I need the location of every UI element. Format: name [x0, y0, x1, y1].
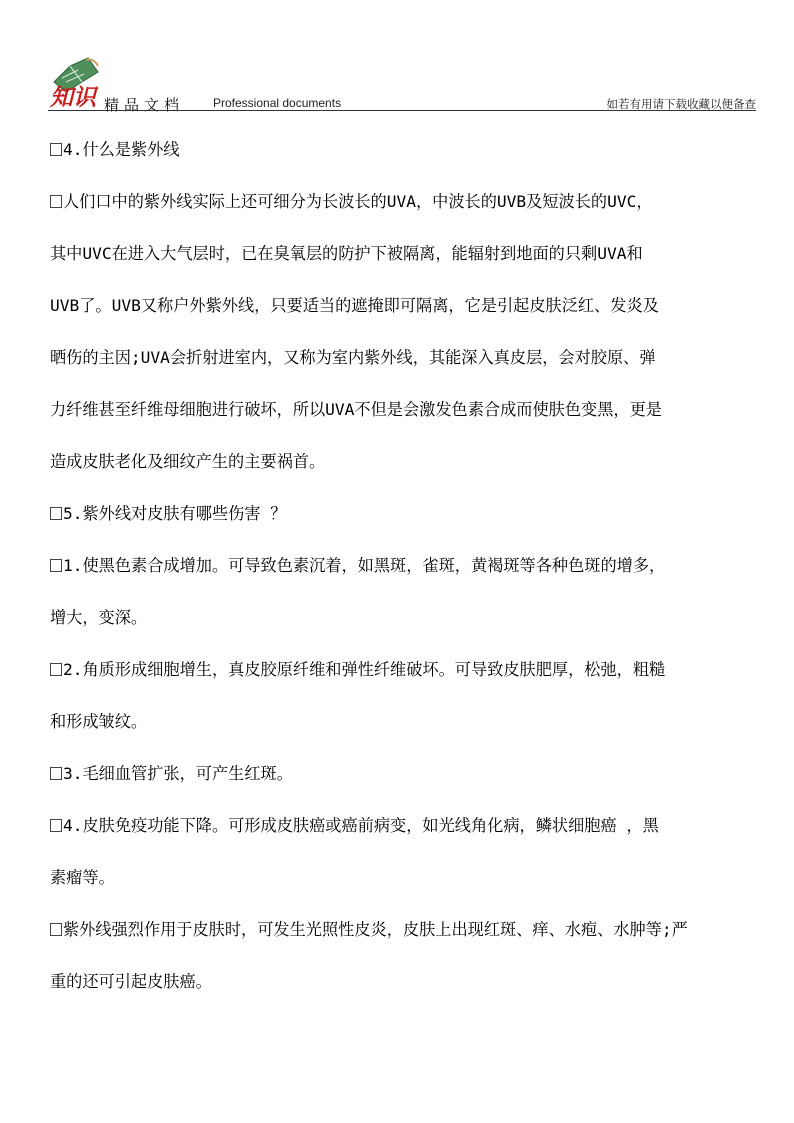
section-heading	[50, 124, 790, 176]
text-line: 紫外线强烈作用于皮肤时，可发生光照性皮炎，皮肤上出现红斑、痒、水疱、水肿等;严	[63, 920, 688, 939]
list-item	[50, 748, 790, 800]
brand-subtitle: Professional documents	[213, 96, 342, 110]
paragraph-line	[50, 332, 790, 384]
text-line: 力纤维甚至纤维母细胞进行破坏，所以UVA不但是会激发色素合成而使肤色变黑，更是	[50, 400, 662, 419]
checkbox-placeholder-icon	[50, 819, 62, 832]
list-item-continuation	[50, 852, 790, 904]
text-line: 1.使黑色素合成增加。可导致色素沉着，如黑斑，雀斑，黄褐斑等各种色斑的增多，	[63, 556, 666, 575]
list-item-continuation	[50, 696, 790, 748]
checkbox-placeholder-icon	[50, 559, 62, 572]
header-divider	[48, 110, 756, 111]
paragraph-line	[50, 384, 790, 436]
checkbox-placeholder-icon	[50, 663, 62, 676]
book-logo-icon	[48, 52, 104, 108]
text-line: 素瘤等。	[50, 868, 115, 887]
checkbox-placeholder-icon	[50, 143, 62, 156]
brand-title: 精品文档	[104, 96, 185, 114]
text-line: UVB了。UVB又称户外紫外线，只要适当的遮掩即可隔离，它是引起皮肤泛红、发炎及	[50, 296, 659, 315]
text-line: 其中UVC在进入大气层时，已在臭氧层的防护下被隔离，能辐射到地面的只剩UVA和	[50, 244, 643, 263]
paragraph-line	[50, 436, 790, 488]
paragraph-line	[50, 228, 790, 280]
paragraph	[50, 176, 790, 228]
list-item	[50, 644, 790, 696]
text-line: 造成皮肤老化及细纹产生的主要祸首。	[50, 452, 326, 471]
text-line: 4.什么是紫外线	[63, 140, 180, 159]
text-line: 和形成皱纹。	[50, 712, 148, 731]
list-item-continuation	[50, 592, 790, 644]
text-line: 重的还可引起皮肤癌。	[50, 972, 212, 991]
list-item	[50, 800, 790, 852]
document-body	[50, 124, 790, 1008]
paragraph	[50, 904, 790, 956]
checkbox-placeholder-icon	[50, 767, 62, 780]
page-header	[0, 0, 794, 112]
checkbox-placeholder-icon	[50, 507, 62, 520]
text-line: 增大，变深。	[50, 608, 148, 627]
text-line: 4.皮肤免疫功能下降。可形成皮肤癌或癌前病变，如光线角化病，鳞状细胞癌 ，黑	[63, 816, 659, 835]
svg-text:知识: 知识	[50, 84, 96, 108]
paragraph-line	[50, 280, 790, 332]
text-line: 人们口中的紫外线实际上还可细分为长波长的UVA，中波长的UVB及短波长的UVC，	[63, 192, 653, 211]
paragraph-line	[50, 956, 790, 1008]
checkbox-placeholder-icon	[50, 923, 62, 936]
text-line: 2.角质形成细胞增生，真皮胶原纤维和弹性纤维破坏。可导致皮肤肥厚，松弛，粗糙	[63, 660, 666, 679]
text-line: 3.毛细血管扩张，可产生红斑。	[63, 764, 293, 783]
section-heading	[50, 488, 790, 540]
header-note: 如若有用请下载收藏以便备查	[606, 97, 756, 111]
checkbox-placeholder-icon	[50, 195, 62, 208]
text-line: 晒伤的主因;UVA会折射进室内，又称为室内紫外线，其能深入真皮层，会对胶原、弹	[50, 348, 656, 367]
text-line: 5.紫外线对皮肤有哪些伤害 ？	[63, 504, 287, 523]
list-item	[50, 540, 790, 592]
